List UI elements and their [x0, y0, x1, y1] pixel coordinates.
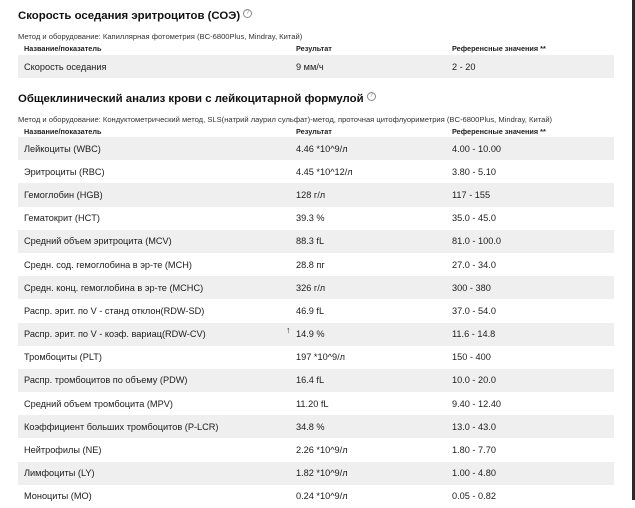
- row-result-value: 88.3 fL: [296, 236, 325, 247]
- row-result: [286, 325, 452, 340]
- row-reference: 3.80 - 5.10: [452, 166, 496, 177]
- table-row: [18, 253, 614, 276]
- row-result-value: 14.9 %: [296, 329, 325, 340]
- cbc-table-body: [18, 137, 614, 508]
- row-name: Средн. сод. гемоглобина в эр-те (MCH): [24, 259, 192, 270]
- esr-method: Метод и оборудование: Капиллярная фотометрия (BC-6800Plus, Mindray, Китай): [18, 32, 303, 41]
- row-reference: 27.0 - 34.0: [452, 259, 496, 270]
- esr-title-text: Скорость оседания эритроцитов (СОЭ): [18, 10, 241, 22]
- table-row: [18, 323, 614, 346]
- row-result: [296, 283, 452, 293]
- row-name: Гемоглобин (HGB): [24, 189, 103, 200]
- row-reference: 13.0 - 43.0: [452, 421, 496, 432]
- row-result-value: 0.24 *10^9/л: [296, 491, 348, 502]
- row-name: Лейкоциты (WBC): [24, 143, 101, 154]
- esr-table-header: [18, 41, 614, 55]
- row-reference: 9.40 - 12.40: [452, 398, 502, 409]
- row-reference: 4.00 - 10.00: [452, 143, 502, 154]
- row-name: Распр. эрит. по V - коэф. вариац(RDW-CV): [24, 329, 206, 340]
- row-result-value: 4.46 *10^9/л: [296, 143, 348, 154]
- header-result: Результат: [296, 43, 332, 53]
- row-name: Скорость оседания: [24, 61, 107, 72]
- row-name: Коэффициент больших тромбоцитов (P-LCR): [24, 421, 219, 432]
- table-row: [18, 392, 614, 415]
- row-name: Средн. конц. гемоглобина в эр-те (MCHC): [24, 282, 204, 293]
- row-result-value: 39.3 %: [296, 213, 325, 224]
- row-result-value: 326 г/л: [296, 282, 326, 293]
- row-reference: 1.80 - 7.70: [452, 445, 496, 456]
- esr-section-title: [18, 10, 252, 22]
- row-result: [296, 399, 452, 409]
- row-name: Средний объем тромбоцита (MPV): [24, 398, 173, 409]
- row-reference: 150 - 400: [452, 352, 491, 363]
- row-result: [296, 260, 452, 270]
- row-reference: 10.0 - 20.0: [452, 375, 496, 386]
- table-row: [18, 160, 614, 183]
- row-result: [296, 190, 452, 200]
- row-result: 9 мм/ч: [296, 61, 324, 72]
- table-row: [18, 183, 614, 206]
- row-name: Гематокрит (HCT): [24, 213, 100, 224]
- cbc-section-title: [18, 93, 376, 105]
- row-name: Моноциты (MO): [24, 491, 92, 502]
- row-reference: 117 - 155: [452, 189, 491, 200]
- row-result: [296, 306, 452, 316]
- cbc-table-header: [18, 124, 614, 138]
- row-result: [296, 213, 452, 223]
- table-row: [18, 276, 614, 299]
- row-name: Лимфоциты (LY): [24, 468, 95, 479]
- row-name: Нейтрофилы (NE): [24, 445, 102, 456]
- row-name: Средний объем эритроцита (MCV): [24, 236, 172, 247]
- row-result: [296, 236, 452, 246]
- table-row: [18, 415, 614, 438]
- table-row: [18, 438, 614, 461]
- row-result: [296, 422, 452, 432]
- row-reference: 35.0 - 45.0: [452, 213, 496, 224]
- row-result-value: 34.8 %: [296, 421, 325, 432]
- row-reference: 81.0 - 100.0: [452, 236, 502, 247]
- cbc-method: Метод и оборудование: Кондуктометрический метод, SLS(натрий лаурил сульфат)-метод, проточная цитофлуориметрия (BC-6800Plus, Mindray, Китай): [18, 115, 553, 124]
- row-result-value: 1.82 *10^9/л: [296, 468, 348, 479]
- info-icon[interactable]: ?: [243, 9, 252, 18]
- cbc-title-text: Общеклинический анализ крови с лейкоцитарной формулой: [18, 93, 364, 105]
- row-result-value: 197 *10^9/л: [296, 352, 346, 363]
- table-row: [18, 485, 614, 508]
- table-row: [18, 299, 614, 322]
- row-reference: 11.6 - 14.8: [452, 329, 496, 340]
- table-row: [18, 55, 614, 78]
- header-reference: Референсные значения **: [452, 126, 546, 136]
- info-icon[interactable]: ?: [367, 92, 376, 101]
- row-name: Распр. тромбоцитов по объему (PDW): [24, 375, 188, 386]
- table-row: [18, 137, 614, 160]
- row-reference: 2 - 20: [452, 61, 476, 72]
- row-result: [296, 445, 452, 455]
- header-name: Название/показатель: [24, 43, 102, 53]
- table-row: [18, 462, 614, 485]
- row-result-value: 2.26 *10^9/л: [296, 445, 348, 456]
- row-result-value: 11.20 fL: [296, 398, 329, 409]
- row-result: [296, 375, 452, 385]
- table-row: [18, 207, 614, 230]
- row-name: Эритроциты (RBC): [24, 166, 105, 177]
- row-reference: 37.0 - 54.0: [452, 305, 496, 316]
- high-flag-icon: ↑: [286, 325, 291, 336]
- row-result: [296, 144, 452, 154]
- row-result: [296, 468, 452, 478]
- row-result-value: 28.8 пг: [296, 259, 325, 270]
- row-reference: 0.05 - 0.82: [452, 491, 496, 502]
- header-reference: Референсные значения **: [452, 43, 546, 53]
- row-result: [296, 167, 452, 177]
- table-row: [18, 230, 614, 253]
- header-name: Название/показатель: [24, 126, 102, 136]
- row-result-value: 4.45 *10^12/л: [296, 166, 353, 177]
- row-result-value: 128 г/л: [296, 189, 326, 200]
- row-name: Тромбоциты (PLT): [24, 352, 102, 363]
- row-reference: 1.00 - 4.80: [452, 468, 496, 479]
- table-row: [18, 346, 614, 369]
- row-reference: 300 - 380: [452, 282, 491, 293]
- row-result-value: 16.4 fL: [296, 375, 325, 386]
- header-result: Результат: [296, 126, 332, 136]
- row-result-value: 46.9 fL: [296, 305, 325, 316]
- esr-table-body: [18, 55, 614, 78]
- row-result: [296, 352, 452, 362]
- table-row: [18, 369, 614, 392]
- row-name: Распр. эрит. по V - станд отклон(RDW-SD): [24, 305, 205, 316]
